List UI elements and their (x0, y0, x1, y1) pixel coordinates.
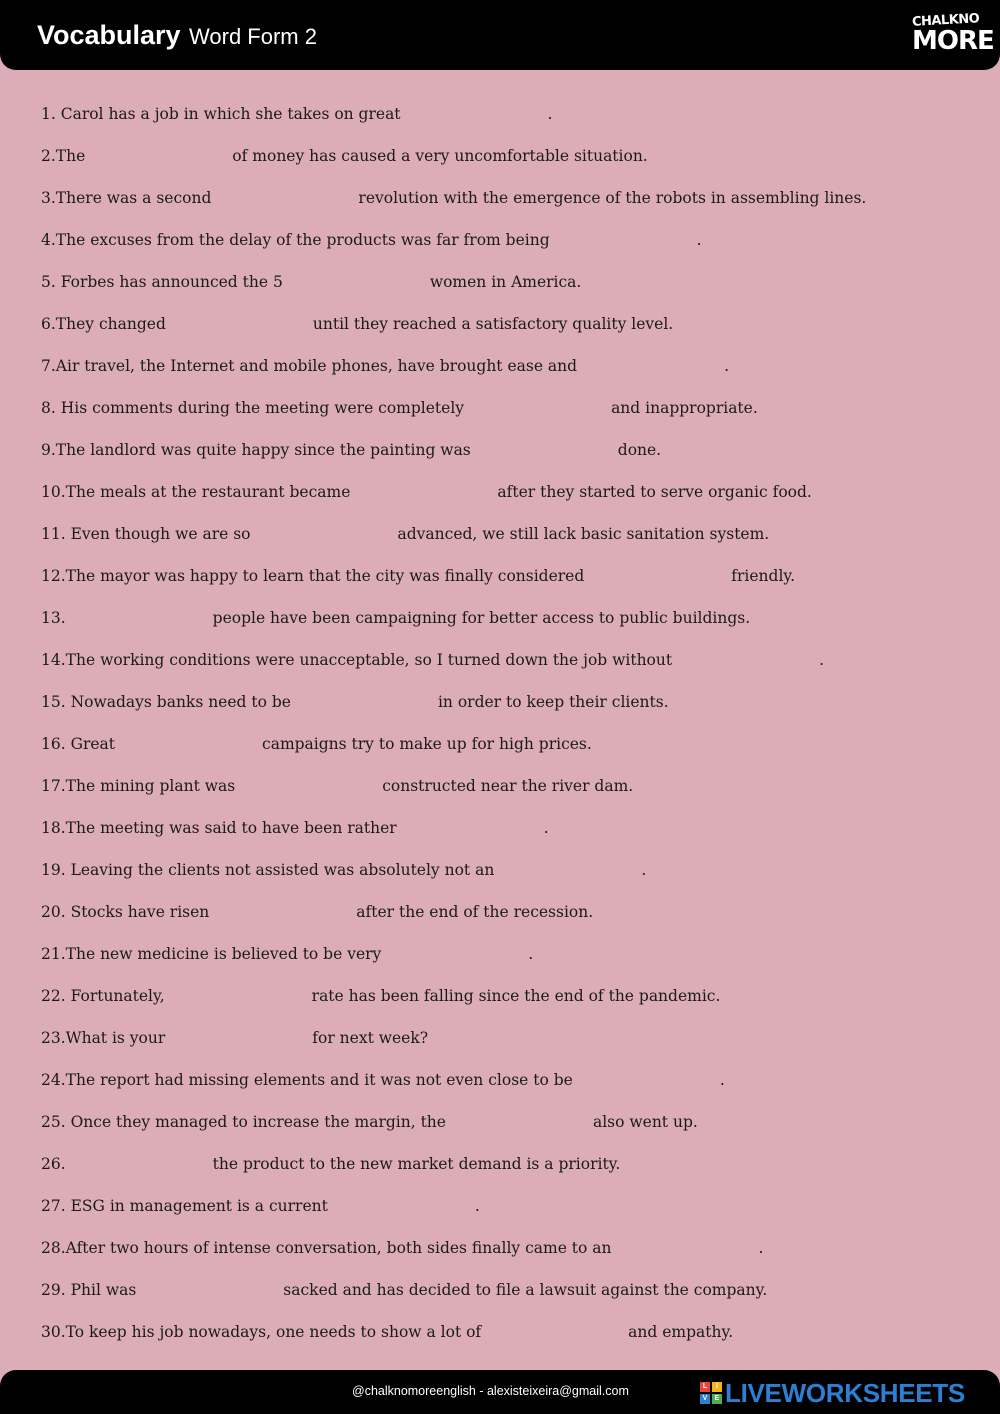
question-text-before: 12.The mayor was happy to learn that the city was finally considered (41, 567, 585, 585)
question-text-after: women in America. (429, 273, 582, 291)
question-text-before: 11. Even though we are so (41, 525, 251, 543)
answer-blank[interactable] (470, 399, 605, 419)
question-text-after: . (819, 651, 825, 669)
question-text-after: . (543, 819, 549, 837)
question-row (41, 562, 795, 590)
question-text-after: rate has been falling since the end of the pandemic. (311, 987, 721, 1005)
question-text-before: 29. Phil was (41, 1281, 137, 1299)
question-row (41, 394, 758, 422)
question-text-after: . (528, 945, 534, 963)
question-row (41, 898, 593, 926)
question-row (41, 646, 824, 674)
header-bar (0, 0, 1000, 70)
question-row (41, 982, 720, 1010)
question-text-before: 23.What is your (41, 1029, 166, 1047)
question-row (41, 436, 661, 464)
liveworksheets-grid-cell: V (700, 1394, 710, 1404)
answer-blank[interactable] (72, 609, 207, 629)
answer-blank[interactable] (297, 693, 432, 713)
answer-blank[interactable] (407, 105, 542, 125)
question-text-after: friendly. (731, 567, 796, 585)
question-row (41, 1024, 428, 1052)
question-text-before: 27. ESG in management is a current (41, 1197, 328, 1215)
question-text-before: 21.The new medicine is believed to be very (41, 945, 382, 963)
answer-blank[interactable] (142, 1281, 277, 1301)
question-text-after: . (641, 861, 647, 879)
liveworksheets-logo[interactable] (700, 1377, 965, 1408)
question-text-after: until they reached a satisfactory quality level. (312, 315, 674, 333)
question-row (41, 184, 866, 212)
question-text-before: 16. Great (41, 735, 116, 753)
answer-blank[interactable] (403, 819, 538, 839)
question-text-after: and empathy. (628, 1323, 734, 1341)
question-text-before: 20. Stocks have risen (41, 903, 210, 921)
question-row (41, 226, 702, 254)
answer-blank[interactable] (171, 987, 306, 1007)
answer-blank[interactable] (583, 357, 718, 377)
question-text-after: . (696, 231, 702, 249)
answer-blank[interactable] (172, 315, 307, 335)
question-row (41, 478, 812, 506)
question-text-after: advanced, we still lack basic sanitation system. (397, 525, 770, 543)
question-row (41, 814, 549, 842)
question-row (41, 268, 581, 296)
question-text-before: 17.The mining plant was (41, 777, 236, 795)
answer-blank[interactable] (257, 525, 392, 545)
question-text-before: 19. Leaving the clients not assisted was absolutely not an (41, 861, 495, 879)
question-text-before: 30.To keep his job nowadays, one needs to show a lot of (41, 1323, 482, 1341)
question-text-after: campaigns try to make up for high prices. (262, 735, 592, 753)
question-row (41, 1276, 767, 1304)
question-text-after: people have been campaigning for better access to public buildings. (212, 609, 751, 627)
title-main: Vocabulary (37, 20, 181, 50)
chalknomore-logo (911, 11, 994, 64)
question-text-before: 22. Fortunately, (41, 987, 165, 1005)
liveworksheets-grid-cell: E (712, 1394, 722, 1404)
answer-blank[interactable] (334, 1197, 469, 1217)
question-text-before: 5. Forbes has announced the 5 (41, 273, 283, 291)
answer-blank[interactable] (171, 1029, 306, 1049)
question-text-before: 14.The working conditions were unacceptable, so I turned down the job without (41, 651, 673, 669)
question-text-before: 1. Carol has a job in which she takes on great (41, 105, 401, 123)
question-row (41, 310, 673, 338)
question-row (41, 1066, 725, 1094)
question-text-after: revolution with the emergence of the robots in assembling lines. (358, 189, 867, 207)
question-text-after: done. (617, 441, 662, 459)
question-text-after: . (474, 1197, 480, 1215)
question-text-before: 4.The excuses from the delay of the products was far from being (41, 231, 550, 249)
question-text-before: 10.The meals at the restaurant became (41, 483, 351, 501)
question-text-after: after the end of the recession. (356, 903, 594, 921)
question-text-before: 8. His comments during the meeting were completely (41, 399, 465, 417)
question-text-before: 7.Air travel, the Internet and mobile phones, have brought ease and (41, 357, 578, 375)
question-row (41, 1108, 698, 1136)
question-text-after: the product to the new market demand is a priority. (212, 1155, 621, 1173)
answer-blank[interactable] (241, 777, 376, 797)
liveworksheets-brand: LIVEWORKSHEETS (725, 1377, 965, 1408)
answer-blank[interactable] (579, 1071, 714, 1091)
question-text-before: 24.The report had missing elements and it was not even close to be (41, 1071, 573, 1089)
liveworksheets-grid-cell: L (700, 1382, 710, 1392)
answer-blank[interactable] (121, 735, 256, 755)
question-text-before: 15. Nowadays banks need to be (41, 693, 291, 711)
logo-line-1: CHALKNO (911, 11, 980, 30)
answer-blank[interactable] (72, 1155, 207, 1175)
question-row (41, 772, 633, 800)
answer-blank[interactable] (215, 903, 350, 923)
question-text-before: 26. (41, 1155, 66, 1173)
question-text-before: 3.There was a second (41, 189, 212, 207)
answer-blank[interactable] (289, 273, 424, 293)
question-row (41, 730, 592, 758)
question-text-after: of money has caused a very uncomfortable situation. (232, 147, 648, 165)
answer-blank[interactable] (387, 945, 522, 965)
question-row (41, 688, 669, 716)
question-row (41, 1234, 763, 1262)
answer-blank[interactable] (452, 1113, 587, 1133)
question-text-before: 9.The landlord was quite happy since the painting was (41, 441, 471, 459)
question-row (41, 856, 646, 884)
question-row (41, 1318, 733, 1346)
question-text-after: sacked and has decided to file a lawsuit against the company. (283, 1281, 768, 1299)
answer-blank[interactable] (91, 147, 226, 167)
question-row (41, 604, 750, 632)
title-sub: Word Form 2 (189, 24, 317, 49)
question-text-after: for next week? (312, 1029, 429, 1047)
question-text-after: and inappropriate. (611, 399, 758, 417)
question-row (41, 940, 533, 968)
question-text-after: constructed near the river dam. (382, 777, 634, 795)
question-row (41, 1192, 480, 1220)
question-row (41, 142, 648, 170)
question-row (41, 520, 769, 548)
liveworksheets-grid-icon (700, 1382, 722, 1404)
footer-bar (0, 1370, 1000, 1414)
answer-blank[interactable] (678, 651, 813, 671)
logo-line-2: MORE (912, 26, 994, 56)
question-row (41, 352, 729, 380)
answer-blank[interactable] (477, 441, 612, 461)
question-text-after: after they started to serve organic food. (497, 483, 812, 501)
page-title (37, 20, 317, 51)
question-text-before: 13. (41, 609, 66, 627)
question-row (41, 100, 552, 128)
question-text-before: 2.The (41, 147, 86, 165)
answer-blank[interactable] (217, 189, 352, 209)
question-text-before: 25. Once they managed to increase the margin, the (41, 1113, 446, 1131)
question-text-after: . (547, 105, 553, 123)
question-text-before: 28.After two hours of intense conversation, both sides finally came to an (41, 1239, 612, 1257)
question-text-before: 6.They changed (41, 315, 166, 333)
question-text-before: 18.The meeting was said to have been rather (41, 819, 397, 837)
question-text-after: . (719, 1071, 725, 1089)
question-text-after: also went up. (592, 1113, 698, 1131)
question-text-after: in order to keep their clients. (437, 693, 669, 711)
answer-blank[interactable] (618, 1239, 753, 1259)
answer-blank[interactable] (556, 231, 691, 251)
answer-blank[interactable] (500, 861, 635, 881)
answer-blank[interactable] (590, 567, 725, 587)
answer-blank[interactable] (487, 1323, 622, 1343)
liveworksheets-grid-cell: I (712, 1382, 722, 1392)
question-row (41, 1150, 620, 1178)
question-text-after: . (724, 357, 730, 375)
answer-blank[interactable] (356, 483, 491, 503)
question-text-after: . (758, 1239, 764, 1257)
footer-credit: @chalknomoreenglish - alexisteixeira@gmail.com (352, 1384, 629, 1398)
